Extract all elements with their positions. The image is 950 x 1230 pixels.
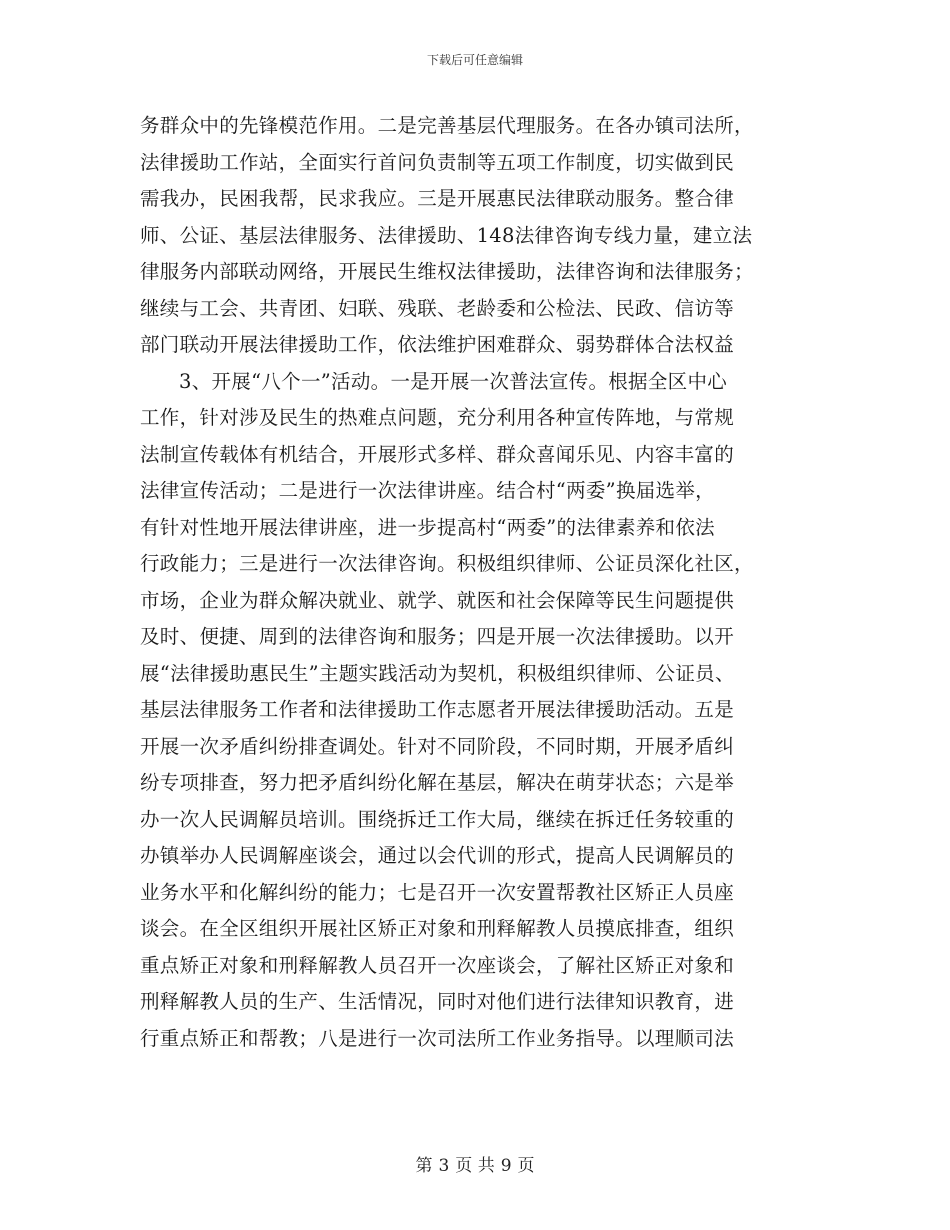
- current-page-number: 3: [438, 1156, 450, 1176]
- body-line: 需我办，民困我帮，民求我应。三是开展惠民法律联动服务。整合律: [140, 187, 735, 210]
- footer-suffix: 页: [517, 1156, 535, 1176]
- body-line: 重点矫正对象和刑释解教人员召开一次座谈会，了解社区矫正对象和: [140, 953, 735, 977]
- paragraph-start-line: 3、开展“八个一”活动。一是开展一次普法宣传。根据全区中心: [179, 369, 728, 393]
- body-line: 行重点矫正和帮教；八是进行一次司法所工作业务指导。以理顺司法: [140, 1026, 735, 1050]
- body-line: 法律宣传活动；二是进行一次法律讲座。结合村“两委”换届选举，: [140, 479, 715, 502]
- body-line: 基层法律服务工作者和法律援助工作志愿者开展法律援助活动。五是: [140, 698, 735, 721]
- body-line: 刑释解教人员的生产、生活情况，同时对他们进行法律知识教育，进: [140, 990, 735, 1013]
- footer-prefix: 第: [415, 1156, 433, 1176]
- body-line: 继续与工会、共青团、妇联、残联、老龄委和公检法、民政、信访等: [140, 296, 735, 320]
- body-line: 办一次人民调解员培训。围绕拆迁工作大局，继续在拆迁任务较重的: [140, 807, 735, 831]
- body-line: 律服务内部联动网络，开展民生维权法律援助，法律咨询和法律服务；: [140, 260, 754, 283]
- body-line: 部门联动开展法律援助工作，依法维护困难群众、弱势群体合法权益: [140, 333, 735, 356]
- body-line: 展“法律援助惠民生”主题实践活动为契机，积极组织律师、公证员、: [140, 661, 735, 685]
- body-line: 有针对性地开展法律讲座，进一步提高村“两委”的法律素养和依法: [140, 515, 715, 539]
- body-line: 开展一次矛盾纠纷排查调处。针对不同阶段，不同时期，开展矛盾纠: [140, 734, 735, 758]
- body-line: 法制宣传载体有机结合，开展形式多样、群众喜闻乐见、内容丰富的: [140, 442, 735, 466]
- body-line: 办镇举办人民调解座谈会，通过以会代训的形式，提高人民调解员的: [140, 844, 735, 867]
- page-header: [0, 52, 950, 68]
- total-page-count: 9: [500, 1156, 512, 1176]
- body-line: 工作，针对涉及民生的热难点问题，充分利用各种宣传阵地，与常规: [140, 406, 735, 429]
- body-line: 师、公证、基层法律服务、法律援助、148法律咨询专线力量，建立法: [140, 223, 753, 247]
- document-body: [140, 108, 810, 1057]
- body-line: 业务水平和化解纠纷的能力；七是召开一次安置帮教社区矫正人员座: [140, 880, 735, 904]
- page-footer: [0, 1155, 950, 1177]
- body-line: 谈会。在全区组织开展社区矫正对象和刑释解教人员摸底排查，组织: [140, 917, 735, 940]
- body-line: 市场，企业为群众解决就业、就学、就医和社会保障等民生问题提供: [140, 588, 735, 612]
- body-line: 务群众中的先锋模范作用。二是完善基层代理服务。在各办镇司法所，: [140, 114, 754, 137]
- body-line: 行政能力；三是进行一次法律咨询。积极组织律师、公证员深化社区，: [140, 552, 754, 575]
- body-line: 法律援助工作站，全面实行首问负责制等五项工作制度，切实做到民: [140, 150, 735, 174]
- header-note: 下载后可任意编辑: [426, 53, 523, 67]
- body-line: 纷专项排查，努力把矛盾纠纷化解在基层，解决在萌芽状态；六是举: [140, 771, 735, 794]
- body-line: 及时、便捷、周到的法律咨询和服务；四是开展一次法律援助。以开: [140, 625, 735, 648]
- footer-middle: 页 共: [455, 1156, 495, 1176]
